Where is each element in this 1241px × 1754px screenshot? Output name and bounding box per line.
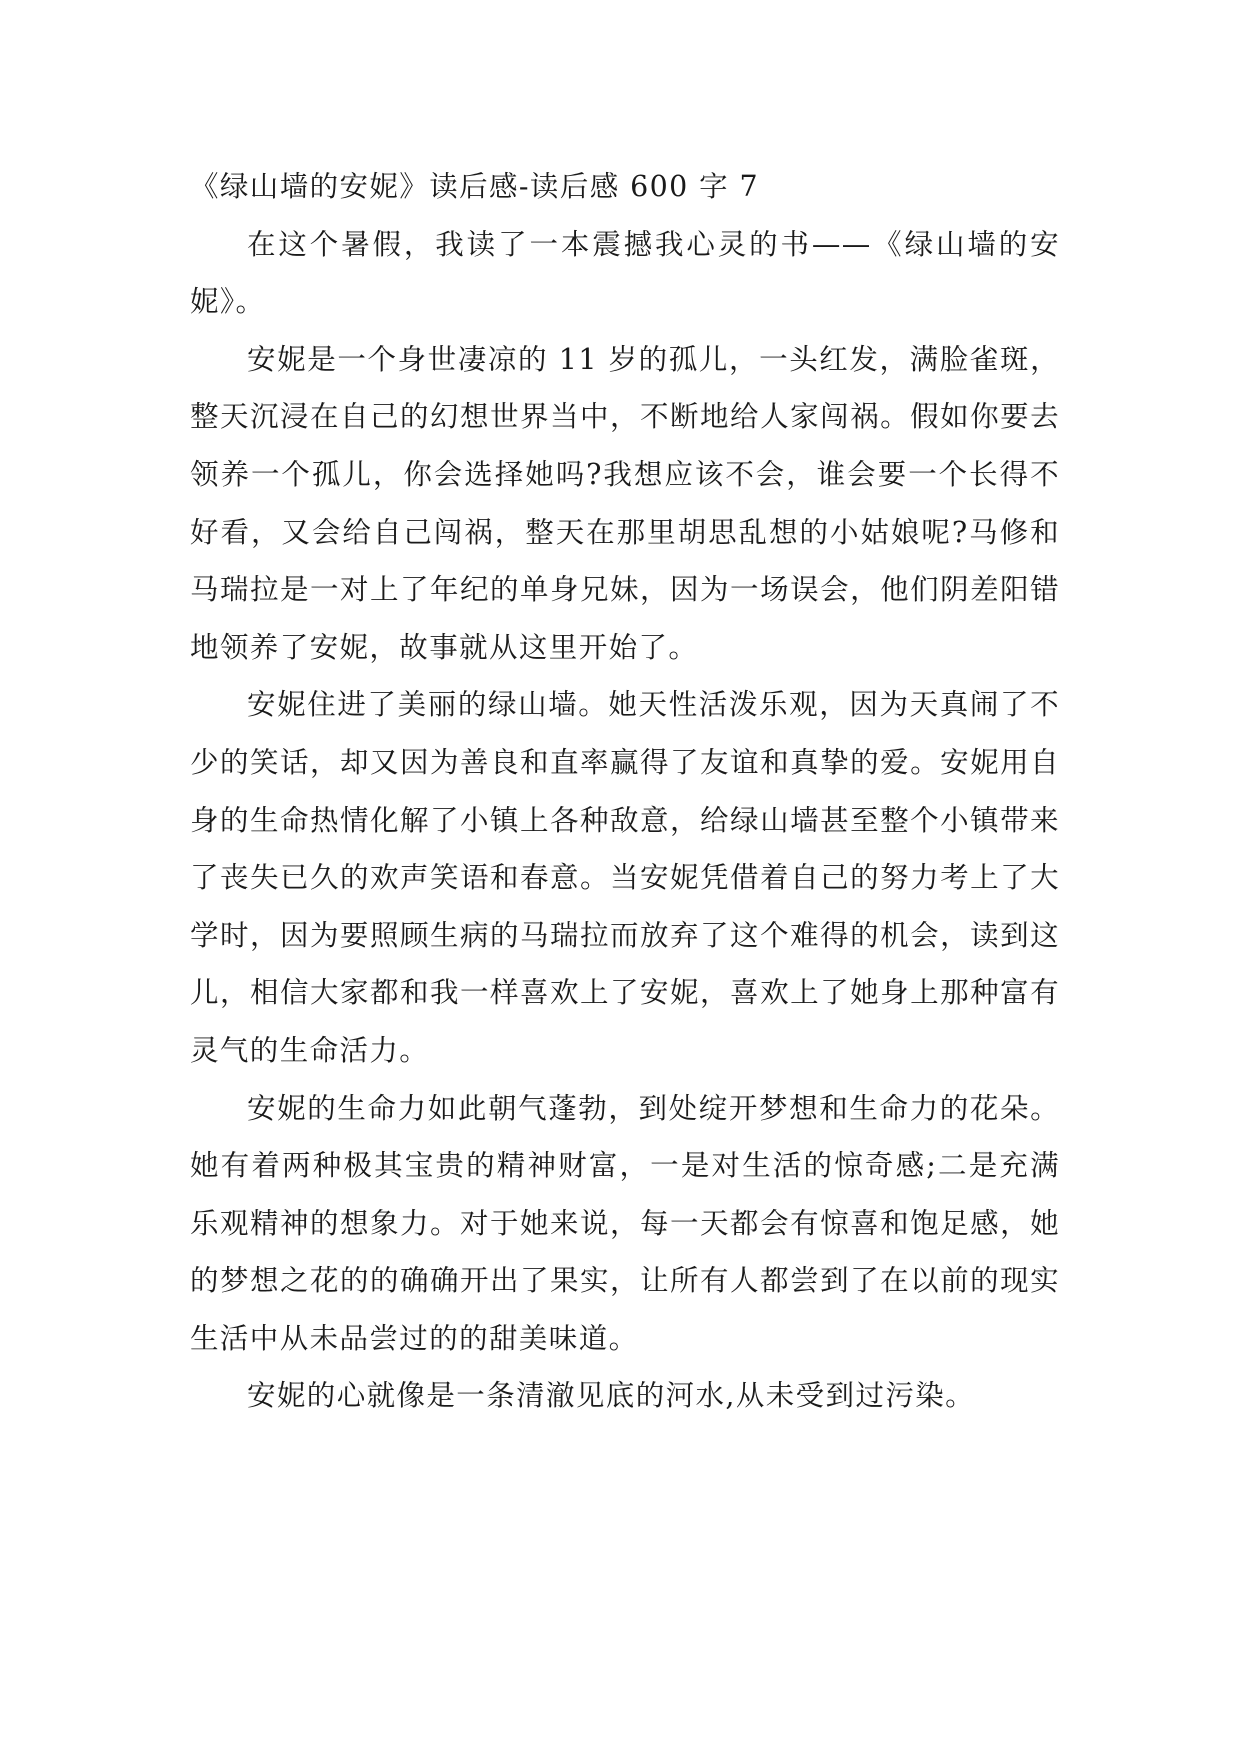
paragraph-3: 安妮住进了美丽的绿山墙。她天性活泼乐观，因为天真闹了不少的笑话，却又因为善良和直率赢得了友谊和真挚的爱。安妮用自身的生命热情化解了小镇上各种敌意，给绿山墙甚至整个小镇带来了丧失已久的欢声笑语和春意。当安妮凭借着自己的努力考上了大学时，因为要照顾生病的马瑞拉而放弃了这个难得的机会，读到这儿，相信大家都和我一样喜欢上了安妮，喜欢上了她身上那种富有灵气的生命活力。 [190,688,1060,1067]
document-body [190,158,1060,1425]
paragraph-5: 安妮的心就像是一条清澈见底的河水,从未受到过污染。 [247,1379,976,1413]
document-title: 《绿山墙的安妮》读后感-读后感 600 字 7 [190,170,760,203]
paragraph-2: 安妮是一个身世凄凉的 11 岁的孤儿，一头红发，满脸雀斑，整天沉浸在自己的幻想世界当中，不断地给人家闯祸。假如你要去领养一个孤儿，你会选择她吗?我想应该不会，谁会要一个长得不好看，又会给自己闯祸，整天在那里胡思乱想的小姑娘呢?马修和马瑞拉是一对上了年纪的单身兄妹，因为一场误会，他们阴差阳错地领养了安妮，故事就从这里开始了。 [190,342,1060,664]
paragraph-4: 安妮的生命力如此朝气蓬勃，到处绽开梦想和生命力的花朵。她有着两种极其宝贵的精神财富，一是对生活的惊奇感;二是充满乐观精神的想象力。对于她来说，每一天都会有惊喜和饱足感，她的梦想之花的的确确开出了果实，让所有人都尝到了在以前的现实生活中从未品尝过的的甜美味道。 [190,1091,1060,1355]
paragraph-1: 在这个暑假，我读了一本震撼我心灵的书——《绿山墙的安妮》。 [190,227,1060,319]
